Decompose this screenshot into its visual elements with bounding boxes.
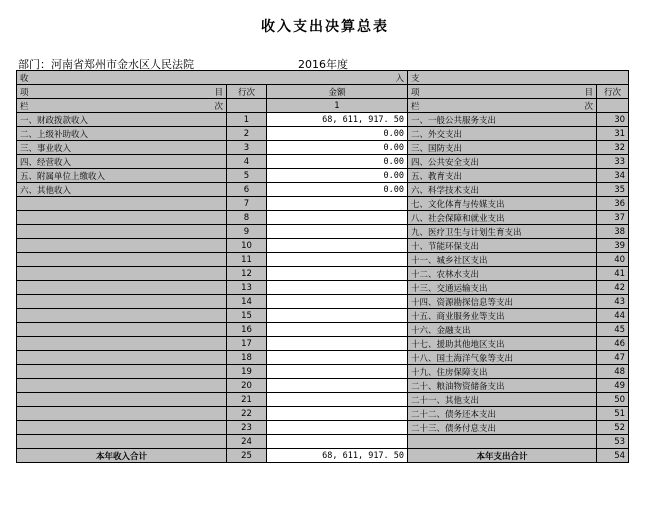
expense-line-number: 51 (597, 407, 629, 421)
income-amount (267, 435, 408, 449)
income-line-number: 10 (227, 239, 267, 253)
expense-item-label: 十五、商业服务业等支出 (408, 309, 597, 323)
expense-item-label: 十九、住房保障支出 (408, 365, 597, 379)
column-header-right: 次 (214, 101, 223, 112)
income-item-label: 二、上级补助收入 (17, 127, 227, 141)
table-row (17, 309, 629, 323)
income-item-label (17, 239, 227, 253)
income-amount: 0.00 (267, 155, 408, 169)
expense-line-number: 31 (597, 127, 629, 141)
income-header-left: 收 (20, 73, 29, 84)
income-item-label (17, 379, 227, 393)
income-total-label: 本年收入合计 (17, 449, 227, 463)
income-line-header: 行次 (227, 85, 267, 99)
income-amount (267, 225, 408, 239)
income-line-number: 13 (227, 281, 267, 295)
item-header-left: 项 (20, 87, 29, 98)
expense-item-label: 十二、农林水支出 (408, 267, 597, 281)
income-item-label (17, 393, 227, 407)
expense-line-number: 37 (597, 211, 629, 225)
income-line-number: 24 (227, 435, 267, 449)
income-item-label (17, 281, 227, 295)
income-amount (267, 267, 408, 281)
income-item-label (17, 435, 227, 449)
table-row (17, 337, 629, 351)
income-line-number: 1 (227, 113, 267, 127)
table-row (17, 225, 629, 239)
income-line-number: 23 (227, 421, 267, 435)
expense-line-number: 46 (597, 337, 629, 351)
expense-item-label: 六、科学技术支出 (408, 183, 597, 197)
expense-item-header-left: 项 (411, 87, 420, 98)
income-section-header (17, 71, 408, 85)
income-amount (267, 337, 408, 351)
expense-item-label: 十、节能环保支出 (408, 239, 597, 253)
header-row-columns (17, 99, 629, 113)
expense-line-number: 40 (597, 253, 629, 267)
income-item-label (17, 253, 227, 267)
income-line-number: 17 (227, 337, 267, 351)
income-line-number: 5 (227, 169, 267, 183)
table-row (17, 169, 629, 183)
expense-line-number: 42 (597, 281, 629, 295)
table-row (17, 113, 629, 127)
totals-row (17, 449, 629, 463)
expense-item-label: 二十、粮油物资储备支出 (408, 379, 597, 393)
expense-line-number: 33 (597, 155, 629, 169)
expense-line-number: 49 (597, 379, 629, 393)
income-amount (267, 407, 408, 421)
table-row (17, 127, 629, 141)
expense-item-label: 二十二、债务还本支出 (408, 407, 597, 421)
expense-line-number: 38 (597, 225, 629, 239)
table-row (17, 295, 629, 309)
income-item-label: 五、附属单位上缴收入 (17, 169, 227, 183)
income-line-number: 8 (227, 211, 267, 225)
income-item-label (17, 267, 227, 281)
income-column-header (17, 99, 227, 113)
income-line-number: 14 (227, 295, 267, 309)
income-amount (267, 421, 408, 435)
expense-line-number: 50 (597, 393, 629, 407)
table-row (17, 323, 629, 337)
income-amount: 0.00 (267, 183, 408, 197)
header-row-section (17, 71, 629, 85)
table-row (17, 211, 629, 225)
expense-total-label: 本年支出合计 (408, 449, 597, 463)
income-line-number: 3 (227, 141, 267, 155)
expense-line-number: 53 (597, 435, 629, 449)
income-line-number: 19 (227, 365, 267, 379)
amount-column-number: 1 (267, 99, 408, 113)
income-item-label: 四、经营收入 (17, 155, 227, 169)
expense-line-number: 48 (597, 365, 629, 379)
income-line-number: 15 (227, 309, 267, 323)
expense-column-header (408, 99, 597, 113)
expense-item-label: 九、医疗卫生与计划生育支出 (408, 225, 597, 239)
table-body (17, 71, 629, 463)
income-line-number: 6 (227, 183, 267, 197)
income-amount (267, 323, 408, 337)
table-row (17, 267, 629, 281)
income-amount (267, 351, 408, 365)
income-line-number: 20 (227, 379, 267, 393)
expense-line-number: 32 (597, 141, 629, 155)
expense-item-label: 二十三、债务付息支出 (408, 421, 597, 435)
income-item-label (17, 407, 227, 421)
table-row (17, 155, 629, 169)
expense-line-number: 47 (597, 351, 629, 365)
header-row-items (17, 85, 629, 99)
income-item-label (17, 421, 227, 435)
table-row (17, 407, 629, 421)
expense-line-number: 44 (597, 309, 629, 323)
income-header-right: 入 (395, 73, 405, 84)
income-total-amount: 68, 611, 917. 50 (267, 449, 408, 463)
income-amount: 0.00 (267, 127, 408, 141)
expense-item-label (408, 435, 597, 449)
expense-item-label: 十三、交通运输支出 (408, 281, 597, 295)
expense-item-header (408, 85, 597, 99)
income-item-label (17, 225, 227, 239)
table-row (17, 253, 629, 267)
income-amount (267, 309, 408, 323)
table-row (17, 281, 629, 295)
expense-item-label: 七、文化体育与传媒支出 (408, 197, 597, 211)
income-item-label (17, 365, 227, 379)
expense-line-number: 30 (597, 113, 629, 127)
column-header-left: 栏 (20, 101, 29, 112)
income-amount (267, 295, 408, 309)
table-row (17, 141, 629, 155)
income-amount (267, 197, 408, 211)
income-line-number: 21 (227, 393, 267, 407)
expense-section-header: 支 (408, 71, 629, 85)
income-amount (267, 393, 408, 407)
income-amount (267, 253, 408, 267)
expense-item-label: 一、一般公共服务支出 (408, 113, 597, 127)
report-year: 2016年度 (298, 58, 348, 71)
expense-item-label: 十一、城乡社区支出 (408, 253, 597, 267)
expense-line-number: 41 (597, 267, 629, 281)
income-item-label (17, 309, 227, 323)
income-line-number: 7 (227, 197, 267, 211)
income-item-label (17, 351, 227, 365)
expense-item-label: 五、教育支出 (408, 169, 597, 183)
income-expense-table (16, 70, 629, 463)
expense-item-header-right: 目 (584, 87, 594, 98)
table-row (17, 421, 629, 435)
income-line-number: 22 (227, 407, 267, 421)
income-amount (267, 239, 408, 253)
table-row (17, 393, 629, 407)
table-row (17, 197, 629, 211)
expense-column-line-blank (597, 99, 629, 113)
expense-item-label: 十四、资源勘探信息等支出 (408, 295, 597, 309)
income-amount: 0.00 (267, 141, 408, 155)
table-row (17, 435, 629, 449)
expense-column-header-left: 栏 (411, 101, 420, 112)
expense-line-header: 行次 (597, 85, 629, 99)
table-row (17, 351, 629, 365)
expense-line-number: 43 (597, 295, 629, 309)
income-line-number: 16 (227, 323, 267, 337)
expense-item-label: 八、社会保障和就业支出 (408, 211, 597, 225)
report-title: 收入支出决算总表 (261, 19, 389, 35)
expense-line-number: 39 (597, 239, 629, 253)
table-row (17, 239, 629, 253)
expense-item-label: 十七、援助其他地区支出 (408, 337, 597, 351)
expense-item-label: 十八、国土海洋气象等支出 (408, 351, 597, 365)
expense-line-number: 52 (597, 421, 629, 435)
report-meta (16, 56, 628, 70)
income-line-number: 4 (227, 155, 267, 169)
income-item-label (17, 323, 227, 337)
expense-item-label: 十六、金融支出 (408, 323, 597, 337)
income-amount: 0.00 (267, 169, 408, 183)
income-item-label: 三、事业收入 (17, 141, 227, 155)
income-column-line-blank (227, 99, 267, 113)
expense-line-number: 35 (597, 183, 629, 197)
income-amount (267, 365, 408, 379)
income-total-line: 25 (227, 449, 267, 463)
income-line-number: 11 (227, 253, 267, 267)
income-item-label (17, 295, 227, 309)
income-amount (267, 379, 408, 393)
table-row (17, 365, 629, 379)
table-row (17, 183, 629, 197)
income-item-label (17, 197, 227, 211)
expense-item-label: 三、国防支出 (408, 141, 597, 155)
income-item-label: 六、其他收入 (17, 183, 227, 197)
expense-item-label: 四、公共安全支出 (408, 155, 597, 169)
income-amount: 68, 611, 917. 50 (267, 113, 408, 127)
income-line-number: 12 (227, 267, 267, 281)
income-line-number: 2 (227, 127, 267, 141)
amount-header: 金额 (267, 85, 408, 99)
income-item-label (17, 211, 227, 225)
income-amount (267, 281, 408, 295)
table-row (17, 379, 629, 393)
expense-total-line: 54 (597, 449, 629, 463)
item-header-right: 目 (214, 87, 223, 98)
income-item-label (17, 337, 227, 351)
income-item-header (17, 85, 227, 99)
income-item-label: 一、财政拨款收入 (17, 113, 227, 127)
expense-line-number: 34 (597, 169, 629, 183)
expense-item-label: 二、外交支出 (408, 127, 597, 141)
expense-line-number: 45 (597, 323, 629, 337)
income-line-number: 9 (227, 225, 267, 239)
expense-line-number: 36 (597, 197, 629, 211)
expense-column-header-right: 次 (584, 101, 594, 112)
department-label: 部门：河南省郑州市金水区人民法院 (18, 58, 194, 71)
expense-item-label: 二十一、其他支出 (408, 393, 597, 407)
income-line-number: 18 (227, 351, 267, 365)
income-amount (267, 211, 408, 225)
